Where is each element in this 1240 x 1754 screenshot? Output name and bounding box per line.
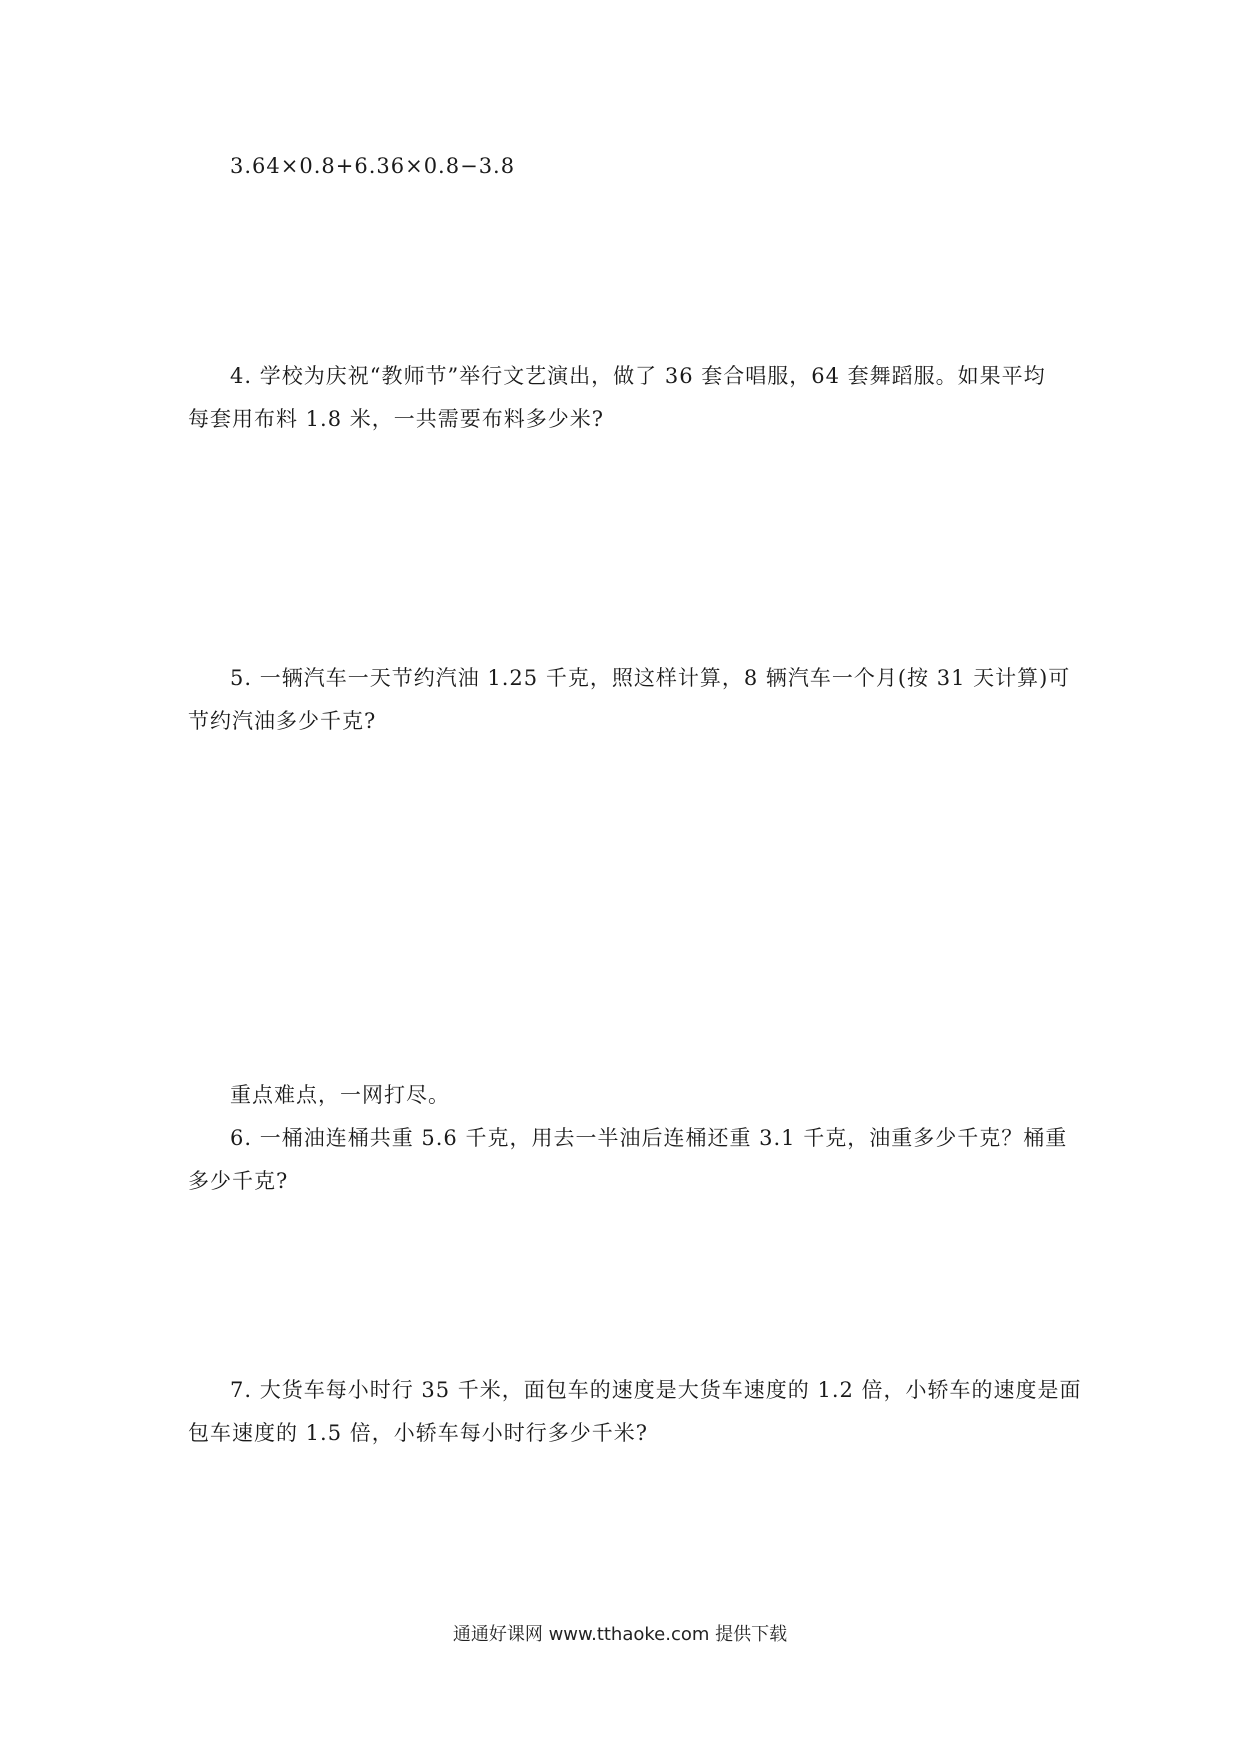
expression-3: 3.64×0.8+6.36×0.8−3.8 xyxy=(230,154,516,178)
problem-6-line-1: 6. 一桶油连桶共重 5.6 千克，用去一半油后连桶还重 3.1 千克，油重多少千克？桶重 xyxy=(230,1126,1068,1150)
page-footer: 通通好课网 www.tthaoke.com 提供下载 xyxy=(452,1624,788,1645)
problem-7-line-2: 包车速度的 1.5 倍，小轿车每小时行多少千米? xyxy=(188,1421,649,1445)
problem-4-line-2: 每套用布料 1.8 米，一共需要布料多少米? xyxy=(188,407,605,431)
problem-7-line-1: 7. 大货车每小时行 35 千米，面包车的速度是大货车速度的 1.2 倍，小轿车的速度是面 xyxy=(230,1378,1082,1402)
problem-5-line-1: 5. 一辆汽车一天节约汽油 1.25 千克，照这样计算，8 辆汽车一个月(按 31 天计算)可 xyxy=(230,666,1071,690)
section-heading: 重点难点，一网打尽。 xyxy=(230,1083,450,1107)
problem-4-line-1: 4. 学校为庆祝“教师节”举行文艺演出，做了 36 套合唱服，64 套舞蹈服。如果平均 xyxy=(230,364,1046,388)
problem-6-line-2: 多少千克? xyxy=(188,1169,289,1193)
problem-5-line-2: 节约汽油多少千克? xyxy=(188,709,377,733)
